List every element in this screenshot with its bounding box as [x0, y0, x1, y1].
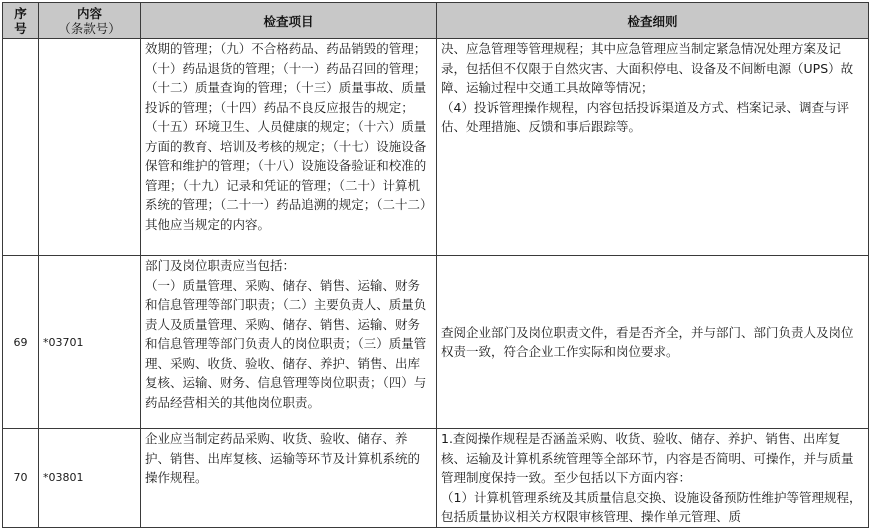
header-item: 检查项目: [141, 3, 437, 39]
row-no: 69: [3, 256, 39, 429]
detail-paragraph: 1.查阅操作规程是否涵盖采购、收货、验收、储存、养护、销售、出库复核、运输及计算机系统管理等全部环节，内容是否简明、可操作，并与质量管理制度保持一致。至少包括以下方面内容：: [441, 431, 854, 485]
inspection-table: [2, 2, 869, 528]
row-detail: [437, 256, 869, 429]
row-code: [39, 39, 141, 256]
header-no-line1: 序: [14, 5, 27, 21]
item-paragraph: （一）质量管理、采购、储存、销售、运输、财务和信息管理等部门职责；（二）主要负责人、质量负责人及质量管理、采购、储存、销售、运输、财务和信息管理等部门负责人的岗位职责；（三）质量管理、采购、收货、验收、储存、养护、销售、出库复核、运输、财务、信息管理等岗位职责；（四）与药品经营相关的其他岗位职责。: [145, 277, 427, 410]
row-detail: [437, 429, 869, 528]
table-row: [3, 429, 869, 528]
header-detail: 检查细则: [437, 3, 869, 39]
header-content-line1: 内容: [76, 5, 102, 21]
table-row: [3, 256, 869, 429]
detail-paragraph: （1）计算机管理系统及其质量信息交换、设施设备预防性维护等管理规程，包括质量协议相关方权限审核管理、操作单元管理、质: [441, 489, 862, 524]
row-no: [3, 39, 39, 256]
detail-paragraph: 决、应急管理等管理规程；其中应急管理应当制定紧急情况处理方案及记录，包括但不仅限于自然灾害、大面积停电、设备及不间断电源（UPS）故障、运输过程中交通工具故障等情况；: [441, 41, 854, 95]
header-no: [3, 3, 39, 39]
header-content-line2: （条款号）: [58, 20, 121, 36]
row-code: *03801: [39, 429, 141, 528]
item-paragraph: 效期的管理；（九）不合格药品、药品销毁的管理；（十）药品退货的管理；（十一）药品召回的管理；（十二）质量查询的管理；（十三）质量事故、质量投诉的管理；（十四）药品不良反应报告的规定；（十五）环境卫生、人员健康的规定；（十六）质量方面的教育、培训及考核的规定；（十七）设施设备保管和维护的管理；（十八）设施设备验证和校准的管理；（十九）记录和凭证的管理；（二十）计算机系统的管理；（二十一）药品追溯的规定；（二十二）其他应当规定的内容。: [145, 41, 427, 232]
detail-paragraph: （4）投诉管理操作规程，内容包括投诉渠道及方式、档案记录、调查与评估、处理措施、反馈和事后跟踪等。: [441, 99, 849, 134]
row-detail: [437, 39, 869, 256]
row-no: 70: [3, 429, 39, 528]
table-row: [3, 39, 869, 256]
row-item: [141, 256, 437, 429]
item-paragraph: 企业应当制定药品采购、收货、验收、储存、养护、销售、出库复核、运输等环节及计算机系统的操作规程。: [145, 431, 421, 485]
header-no-line2: 号: [14, 20, 27, 36]
row-code: *03701: [39, 256, 141, 429]
row-item: [141, 429, 437, 528]
table-header-row: [3, 3, 869, 39]
item-paragraph: 部门及岗位职责应当包括：: [145, 258, 296, 273]
row-item: [141, 39, 437, 256]
header-content: [39, 3, 141, 39]
detail-paragraph: 查阅企业部门及岗位职责文件，看是否齐全，并与部门、部门负责人及岗位权责一致，符合企业工作实际和岗位要求。: [441, 324, 854, 359]
